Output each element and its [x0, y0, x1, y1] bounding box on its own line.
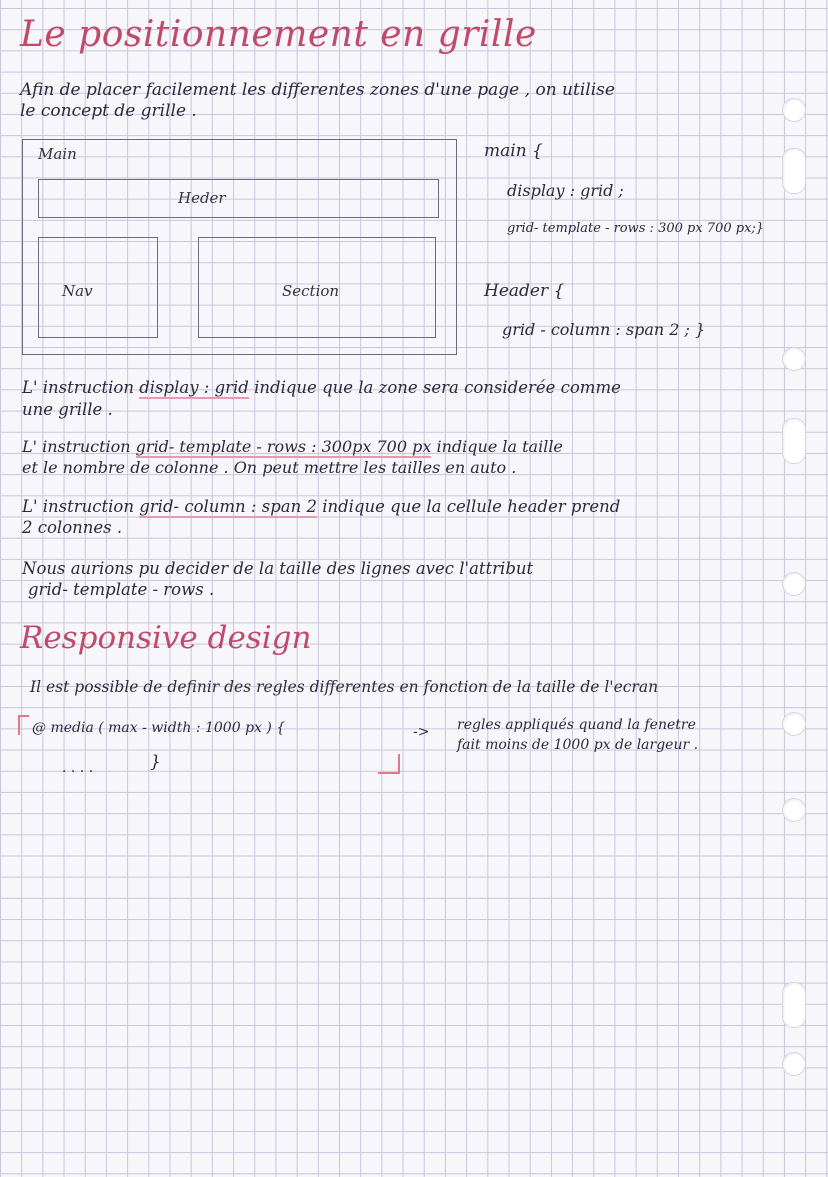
intro-line-2: le concept de grille .	[20, 101, 197, 121]
explain-3-rest: indique que la cellule header prend	[322, 497, 621, 516]
media-note-line-2: fait moins de 1000 px de largeur .	[457, 737, 699, 753]
explain-3-prefix: L' instruction	[22, 497, 134, 516]
section-heading-responsive: Responsive design	[20, 620, 312, 656]
binder-hole	[782, 982, 806, 1028]
explain-2-rest: indique la taille	[436, 437, 563, 456]
nav-box	[38, 237, 158, 338]
explain-1-line-2: une grille .	[22, 400, 113, 419]
binder-hole	[782, 712, 806, 736]
explain-4-line-2: grid- template - rows .	[28, 580, 215, 599]
header-label: Heder	[178, 189, 226, 207]
binder-hole	[782, 148, 806, 194]
main-label: Main	[38, 145, 77, 163]
media-close-bracket	[378, 754, 400, 774]
code-header-open: Header {	[484, 281, 565, 301]
media-close-brace: }	[150, 752, 161, 772]
binder-hole	[782, 1052, 806, 1076]
binder-hole	[782, 98, 806, 122]
code-main-open: main {	[484, 141, 543, 161]
nav-label: Nav	[62, 282, 93, 300]
section-label: Section	[282, 282, 340, 300]
explain-1-rest: indique que la zone sera considerée comme	[254, 378, 621, 397]
media-body-dots: . . . .	[62, 760, 94, 776]
explain-3-line-1	[22, 497, 620, 516]
binder-hole	[782, 347, 806, 371]
explain-2-line-1	[22, 437, 563, 456]
page-title: Le positionnement en grille	[20, 14, 537, 55]
explain-3-line-2: 2 colonnes .	[22, 518, 123, 537]
code-grid-column: grid - column : span 2 ; }	[502, 320, 706, 339]
explain-1-code: display : grid	[139, 378, 249, 397]
media-query-line: @ media ( max - width : 1000 px ) {	[32, 720, 286, 736]
responsive-line-1: Il est possible de definir des regles differentes en fonction de la taille de l'ecran	[30, 678, 659, 696]
explain-2-line-2: et le nombre de colonne . On peut mettre les tailles en auto .	[22, 458, 517, 477]
intro-line-1: Afin de placer facilement les differentes zones d'une page , on utilise	[20, 80, 615, 100]
media-open-bracket	[18, 715, 29, 735]
explain-1-line-1	[22, 378, 621, 397]
explain-3-code: grid- column : span 2	[139, 497, 317, 516]
binder-hole	[782, 572, 806, 596]
code-display: display : grid ;	[507, 181, 624, 200]
code-template-rows: grid- template - rows : 300 px 700 px;}	[507, 221, 765, 236]
explain-2-prefix: L' instruction	[22, 437, 131, 456]
binder-hole	[782, 418, 806, 464]
header-box	[38, 179, 439, 218]
explain-2-code: grid- template - rows : 300px 700 px	[135, 437, 432, 456]
explain-4-line-1: Nous aurions pu decider de la taille des lignes avec l'attribut	[22, 559, 534, 578]
arrow-icon: ->	[413, 724, 430, 740]
explain-1-prefix: L' instruction	[22, 378, 134, 397]
media-note-line-1: regles appliqués quand la fenetre	[457, 717, 696, 733]
binder-hole	[782, 798, 806, 822]
